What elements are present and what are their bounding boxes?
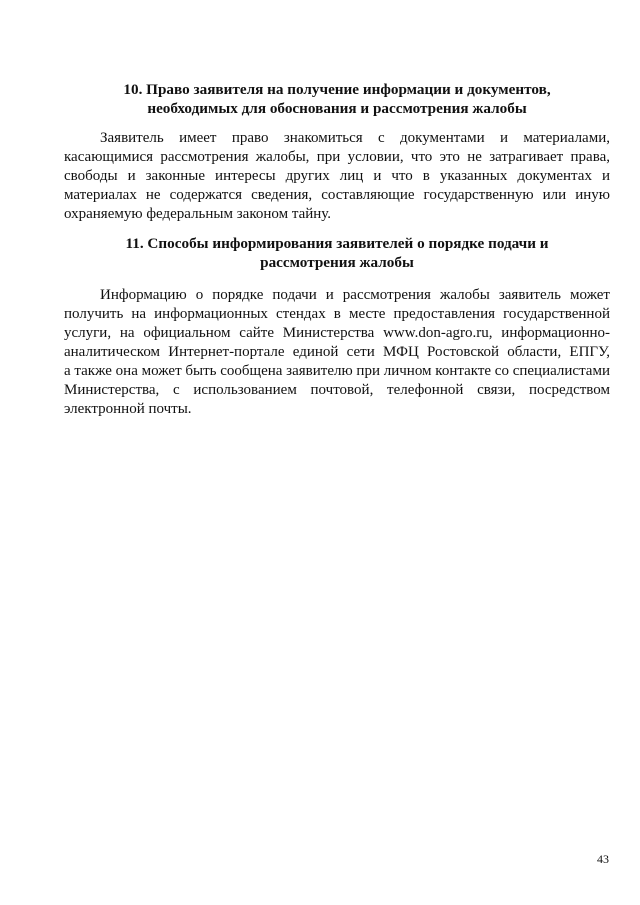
- section-11-heading: [64, 234, 610, 272]
- section-10-paragraph-line-1: Заявитель имеет право знакомиться с документами и материалами,: [100, 130, 610, 146]
- section-10-paragraph-line-2: касающимися рассмотрения жалобы, при условии, что это не затрагивает права,: [64, 149, 610, 165]
- section-11-paragraph-line-1: Информацию о порядке подачи и рассмотрения жалобы заявитель может: [100, 287, 610, 303]
- section-11-heading-line-2: рассмотрения жалобы: [260, 254, 414, 271]
- section-10-heading-line-2: необходимых для обоснования и рассмотрения жалобы: [147, 100, 527, 117]
- section-11-paragraph-line-7: электронной почты.: [64, 401, 192, 417]
- section-10-heading: [64, 80, 610, 118]
- section-11-paragraph-line-3: услуги, на официальном сайте Министерства www.don-agro.ru, информационно-: [64, 325, 610, 341]
- section-10-heading-line-1: 10. Право заявителя на получение информации и документов,: [123, 81, 551, 98]
- page-number: 43: [597, 852, 609, 866]
- section-11-paragraph-line-5: а также она может быть сообщена заявителю при личном контакте со специалистами: [64, 363, 610, 379]
- section-10-paragraph-line-5: охраняемую федеральным законом тайну.: [64, 206, 332, 222]
- section-11-heading-line-1: 11. Способы информирования заявителей о порядке подачи и: [125, 235, 549, 252]
- section-10-paragraph: [64, 129, 610, 224]
- section-11-paragraph-line-6: Министерства, с использованием почтовой, телефонной связи, посредством: [64, 382, 610, 398]
- section-10-paragraph-line-3: свободы и законные интересы других лиц и что в указанных документах и: [64, 168, 610, 184]
- section-11-paragraph-line-2: получить на информационных стендах в месте предоставления государственной: [64, 306, 610, 322]
- section-10-paragraph-line-4: материалах не содержатся сведения, составляющие государственную или иную: [64, 187, 610, 203]
- section-11-paragraph: [64, 286, 610, 419]
- section-11-paragraph-line-4: аналитическом Интернет-портале единой сети МФЦ Ростовской области, ЕПГУ,: [64, 344, 610, 360]
